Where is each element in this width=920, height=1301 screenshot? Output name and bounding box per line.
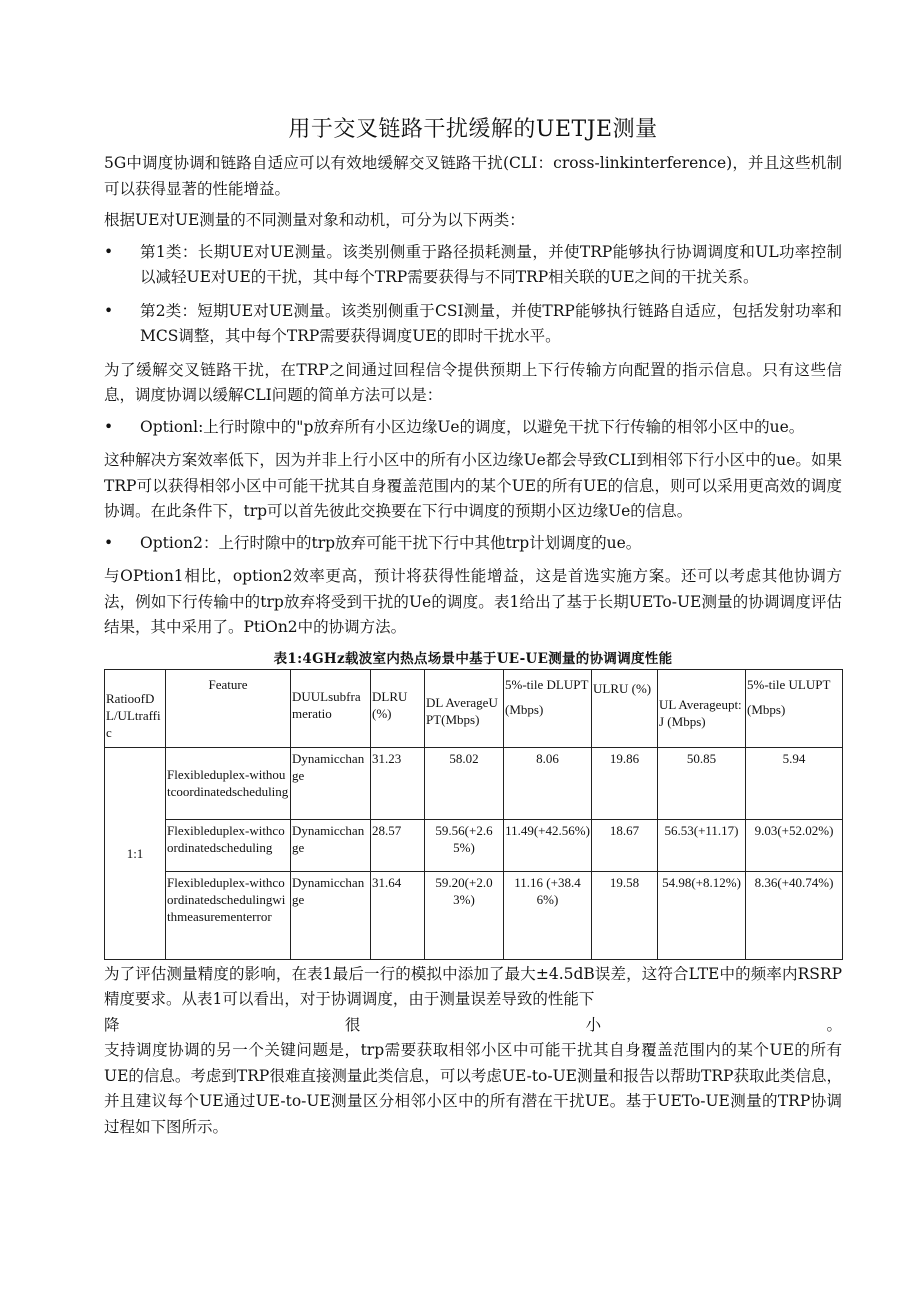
dl-average-cell: 59.20(+2.03%) [425, 871, 504, 959]
bullet-text: 第2类：短期UE对UE测量。该类别侧重于CSI测量，并使TRP能够执行链路自适应，包括发射功率和MCS调整，其中每个TRP需要获得调度UE的即时干扰水平。 [140, 301, 842, 345]
efficiency-paragraph: 这种解决方案效率低下，因为并非上行小区中的所有小区边缘Ue都会导致CLI到相邻下行小区中的ue。如果TRP可以获得相邻小区中可能干扰其自身覆盖范围内的某个UE的所有UE的信息，则可以采用更高效的调度协调。在此条件下，trp可以首先彼此交换要在下行中调度的预期小区边缘Ue的信息。 [104, 451, 842, 520]
tail-char: 小 [585, 1015, 602, 1034]
table-caption: 表1:4GHz载波室内热点场景中基于UE-UE测量的协调调度性能 [273, 650, 673, 667]
dl-5tile-cell: 8.06 [504, 747, 592, 819]
ulru-cell: 19.86 [592, 747, 658, 819]
bullet-item-category-1 [104, 240, 842, 291]
feature-cell: Flexibleduplex-withcoordinatedschedulingwithmeasurementerror [166, 871, 291, 959]
table-header-row [105, 669, 843, 747]
performance-table [104, 669, 843, 960]
bullet-dot-icon: • [104, 242, 114, 261]
ul-5tile-cell: 5.94 [746, 747, 843, 819]
header-feature: Feature [166, 669, 291, 747]
ul-5tile-cell: 8.36(+40.74%) [746, 871, 843, 959]
table-row [105, 871, 843, 959]
header-ratio: RatioofDL/ULtraffic [105, 669, 166, 747]
header-ul-average-upt: UL Averageupt:J (Mbps) [658, 669, 746, 747]
bullet-item-category-2 [104, 299, 842, 350]
dlru-cell: 31.64 [371, 871, 425, 959]
tail-char: 。 [826, 1015, 842, 1034]
dl-average-cell: 59.56(+2.65%) [425, 819, 504, 871]
header-dl-average-upt: DL AverageUPT(Mbps) [425, 669, 504, 747]
ulru-cell: 19.58 [592, 871, 658, 959]
header-ul-5tile-upt: 5%-tile ULUPT (Mbps) [746, 669, 843, 747]
duul-cell: Dynamicchange [291, 871, 371, 959]
bullet-dot-icon: • [104, 533, 114, 552]
bullet-item-option2 [104, 531, 842, 557]
feature-cell: Flexibleduplex-withcoordinatedscheduling [166, 819, 291, 871]
header-duul-ratio: DUULsubframeratio [291, 669, 371, 747]
trp-paragraph: 为了缓解交叉链路干扰，在TRP之间通过回程信令提供预期上下行传输方向配置的指示信息。只有这些信息，调度协调以缓解CLI问题的简单方法可以是： [104, 360, 842, 404]
ul-average-cell: 50.85 [658, 747, 746, 819]
header-ulru: ULRU (%) [592, 669, 658, 747]
dlru-cell: 31.23 [371, 747, 425, 819]
document-page [104, 112, 842, 1140]
dl-5tile-cell: 11.16 (+38.46%) [504, 871, 592, 959]
tail-char: 降 [104, 1015, 120, 1034]
tail-char: 很 [344, 1015, 361, 1034]
bullet-dot-icon: • [104, 417, 114, 436]
bullet-item-option1 [104, 415, 842, 441]
dl-5tile-cell: 11.49(+42.56%) [504, 819, 592, 871]
measure-paragraph: 为了评估测量精度的影响，在表1最后一行的模拟中添加了最大±4.5dB误差，这符合LTE中的频率内RSRP精度要求。从表1可以看出，对于协调调度，由于测量误差导致的性能下 [104, 964, 842, 1008]
support-paragraph: 支持调度协调的另一个关键问题是，trp需要获取相邻小区中可能干扰其自身覆盖范围内的某个UE的所有UE的信息。考虑到TRP很难直接测量此类信息，可以考虑UE-to-UE测量和报告以帮助TRP获取此类信息，并且建议每个UE通过UE-to-UE测量区分相邻小区中的所有潜在干扰UE。基于UETo-UE测量的TRP协调过程如下图所示。 [104, 1041, 842, 1136]
classify-paragraph: 根据UE对UE测量的不同测量对象和动机，可分为以下两类： [104, 211, 525, 229]
ul-average-cell: 54.98(+8.12%) [658, 871, 746, 959]
compare-paragraph: 与OPtion1相比，option2效率更高，预计将获得性能增益，这是首选实施方案。还可以考虑其他协调方法，例如下行传输中的trp放弃将受到干扰的Ue的调度。表1给出了基于长期UETo-UE测量的协调调度评估结果，其中采用了。PtiOn2中的协调方法。 [104, 567, 842, 636]
header-dl-5tile-upt: 5%-tile DLUPT (Mbps) [504, 669, 592, 747]
ul-5tile-cell: 9.03(+52.02%) [746, 819, 843, 871]
duul-cell: Dynamicchange [291, 747, 371, 819]
dlru-cell: 28.57 [371, 819, 425, 871]
measure-paragraph-tail [104, 1013, 842, 1039]
table-row [105, 819, 843, 871]
ratio-cell: 1:1 [105, 747, 166, 959]
bullet-dot-icon: • [104, 301, 114, 320]
page-title: 用于交叉链路干扰缓解的UETJE测量 [288, 117, 658, 142]
ul-average-cell: 56.53(+11.17) [658, 819, 746, 871]
bullet-text: Option2：上行时隙中的trp放弃可能干扰下行中其他trp计划调度的ue。 [140, 533, 642, 552]
bullet-text: Optionl:上行时隙中的"p放弃所有小区边缘Ue的调度，以避免干扰下行传输的相邻小区中的ue。 [140, 417, 805, 436]
table-row [105, 747, 843, 819]
intro-paragraph: 5G中调度协调和链路自适应可以有效地缓解交叉链路干扰(CLI：cross-linkinterference)，并且这些机制可以获得显著的性能增益。 [104, 154, 842, 198]
ulru-cell: 18.67 [592, 819, 658, 871]
header-dlru: DLRU(%) [371, 669, 425, 747]
dl-average-cell: 58.02 [425, 747, 504, 819]
feature-cell: Flexibleduplex-withoutcoordinatedscheduling [166, 747, 291, 819]
duul-cell: Dynamicchange [291, 819, 371, 871]
bullet-text: 第1类：长期UE对UE测量。该类别侧重于路径损耗测量，并使TRP能够执行协调调度和UL功率控制以减轻UE对UE的干扰，其中每个TRP需要获得与不同TRP相关联的UE之间的干扰关系。 [140, 242, 842, 286]
